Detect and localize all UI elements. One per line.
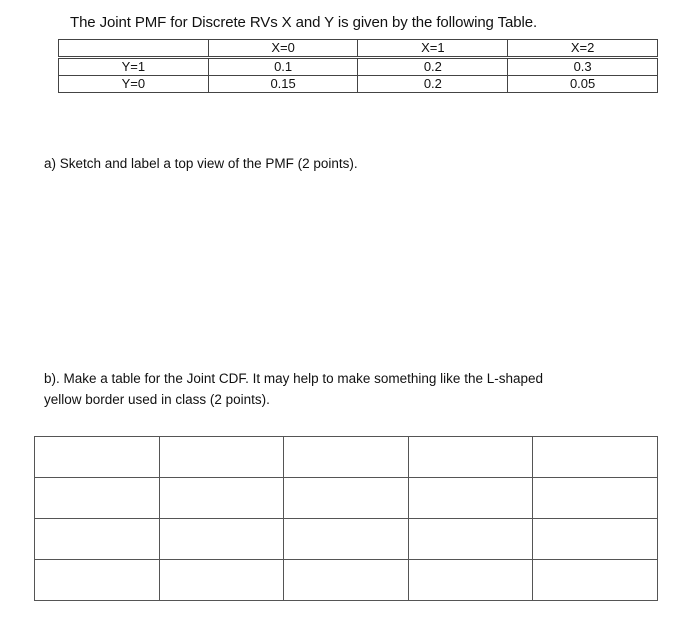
joint-cdf-blank-table <box>34 436 658 601</box>
problem-title: The Joint PMF for Discrete RVs X and Y is given by the following Table. <box>70 14 538 31</box>
pmf-cell: 0.05 <box>508 76 658 93</box>
pmf-row-label: Y=1 <box>59 58 209 76</box>
cdf-cell[interactable] <box>533 478 658 519</box>
pmf-header-row <box>59 40 658 58</box>
cdf-row <box>35 519 658 560</box>
cdf-cell[interactable] <box>284 478 409 519</box>
question-b-line-2: yellow border used in class (2 points). <box>44 392 270 407</box>
cdf-cell[interactable] <box>284 437 409 478</box>
joint-pmf-table <box>58 39 658 93</box>
cdf-cell[interactable] <box>408 519 533 560</box>
pmf-row-label: Y=0 <box>59 76 209 93</box>
cdf-cell[interactable] <box>35 519 160 560</box>
cdf-row <box>35 478 658 519</box>
cdf-cell[interactable] <box>533 519 658 560</box>
cdf-cell[interactable] <box>533 560 658 601</box>
cdf-cell[interactable] <box>159 437 284 478</box>
cdf-cell[interactable] <box>35 560 160 601</box>
pmf-header-x2: X=2 <box>508 40 658 58</box>
pmf-header-corner <box>59 40 209 58</box>
cdf-row <box>35 437 658 478</box>
cdf-cell[interactable] <box>284 519 409 560</box>
cdf-cell[interactable] <box>35 478 160 519</box>
cdf-cell[interactable] <box>159 478 284 519</box>
pmf-cell: 0.3 <box>508 58 658 76</box>
question-b <box>44 368 664 410</box>
question-b-line-1: b). Make a table for the Joint CDF. It may help to make something like the L-shaped <box>44 371 543 386</box>
cdf-cell[interactable] <box>159 519 284 560</box>
cdf-cell[interactable] <box>159 560 284 601</box>
pmf-row-y0 <box>59 76 658 93</box>
pmf-header-x1: X=1 <box>358 40 508 58</box>
cdf-cell[interactable] <box>533 437 658 478</box>
pmf-cell: 0.15 <box>208 76 358 93</box>
question-a: a) Sketch and label a top view of the PMF (2 points). <box>44 156 358 171</box>
pmf-cell: 0.1 <box>208 58 358 76</box>
pmf-cell: 0.2 <box>358 76 508 93</box>
pmf-row-y1 <box>59 58 658 76</box>
cdf-cell[interactable] <box>408 437 533 478</box>
cdf-cell[interactable] <box>408 478 533 519</box>
pmf-header-x0: X=0 <box>208 40 358 58</box>
cdf-row <box>35 560 658 601</box>
pmf-cell: 0.2 <box>358 58 508 76</box>
cdf-cell[interactable] <box>35 437 160 478</box>
cdf-cell[interactable] <box>284 560 409 601</box>
cdf-cell[interactable] <box>408 560 533 601</box>
